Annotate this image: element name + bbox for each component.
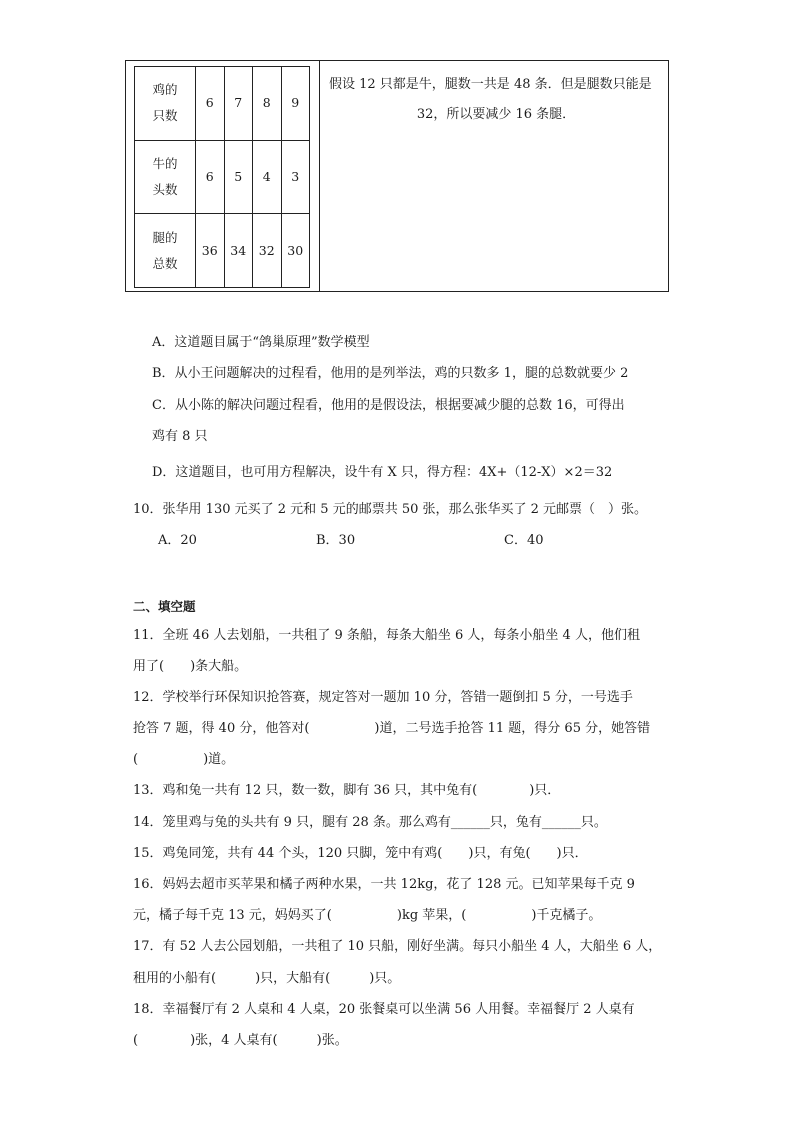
table-row (135, 140, 310, 214)
question-15: 15．鸡兔同笼，共有 44 个头，120 只脚，笼中有鸡( )只，有兔( )只． (133, 846, 588, 861)
table-cell: 7 (224, 67, 253, 141)
question-17: 17．有 52 人去公园划船，一共租了 10 只船，刚好坐满。每只小船坐 4 人，大船坐 6 人， (133, 939, 662, 954)
table-cell: 9 (281, 67, 310, 141)
table-cell: 5 (224, 140, 253, 214)
question-11: 11．全班 46 人去划船，一共租了 9 条船，每条大船坐 6 人，每条小船坐 4 人，他们租 (133, 628, 640, 643)
question-14: 14．笼里鸡与兔的头共有 9 只，腿有 28 条。那么鸡有______只，兔有______只。 (133, 815, 607, 830)
table-cell: 30 (281, 214, 310, 288)
table-cell: 36 (196, 214, 225, 288)
table-cell: 6 (196, 67, 225, 141)
assumption-solution: 假设 12 只都是牛，腿数一共是 48 条．但是腿数只能是 32，所以要减少 16 条腿． (329, 77, 652, 122)
option-b: B．从小王问题解决的过程看，他用的是列举法，鸡的只数多 1，腿的总数就要少 2 (152, 366, 629, 381)
table-cell: 34 (224, 214, 253, 288)
option-c: C．从小陈的解决问题过程看，他用的是假设法，根据要减少腿的总数 16，可得出 (152, 398, 625, 413)
table-cell: 6 (196, 140, 225, 214)
question-16: 16．妈妈去超市买苹果和橘子两种水果，一共 12kg，花了 128 元。已知苹果每千克 9 (133, 877, 635, 892)
question-17-cont: 租用的小船有( )只，大船有( )只。 (133, 971, 401, 986)
question-12-cont: 抢答 7 题，得 40 分，他答对( )道，二号选手抢答 11 题，得分 65 分，她答错 (133, 721, 651, 736)
question-18-cont: ( )张，4 人桌有( )张。 (133, 1033, 348, 1048)
question-10: 10．张华用 130 元买了 2 元和 5 元的邮票共 50 张，那么张华买了 2 元邮票（ ）张。 (133, 502, 648, 517)
row-header: 腿的 总数 (135, 214, 196, 288)
question-18: 18．幸福餐厅有 2 人桌和 4 人桌，20 张餐桌可以坐满 56 人用餐。幸福餐厅 2 人桌有 (133, 1002, 635, 1017)
section-heading: 二、填空题 (133, 599, 196, 614)
question-12: 12．学校举行环保知识抢答赛，规定答对一题加 10 分，答错一题倒扣 5 分，一号选手 (133, 690, 633, 705)
table-cell: 4 (253, 140, 282, 214)
row-header: 牛的 头数 (135, 140, 196, 214)
question-12-cont2: ( )道。 (133, 752, 235, 767)
question-11-cont: 用了( )条大船。 (133, 659, 248, 674)
table-cell: 8 (253, 67, 282, 141)
option-d: D．这道题目，也可用方程解决，设牛有 X 只，得方程：4X+（12-X）×2＝32 (152, 465, 613, 480)
question-13: 13．鸡和兔一共有 12 只，数一数，脚有 36 只，其中兔有( )只． (133, 783, 561, 798)
table-cell: 3 (281, 140, 310, 214)
table-row (135, 214, 310, 288)
table-cell: 32 (253, 214, 282, 288)
enumeration-table (134, 66, 310, 288)
q10-choice-a: A．20 (158, 533, 197, 548)
option-c-cont: 鸡有 8 只 (152, 429, 208, 444)
table-divider (319, 61, 320, 291)
q10-choice-c: C．40 (504, 533, 544, 548)
table-row (135, 67, 310, 141)
row-header: 鸡的 只数 (135, 67, 196, 141)
comparison-table (125, 60, 669, 292)
question-16-cont: 元，橘子每千克 13 元，妈妈买了( )kg 苹果，( )千克橘子。 (133, 908, 602, 923)
q10-choice-b: B．30 (316, 533, 356, 548)
option-a: A．这道题目属于“鸽巢原理”数学模型 (152, 335, 370, 350)
